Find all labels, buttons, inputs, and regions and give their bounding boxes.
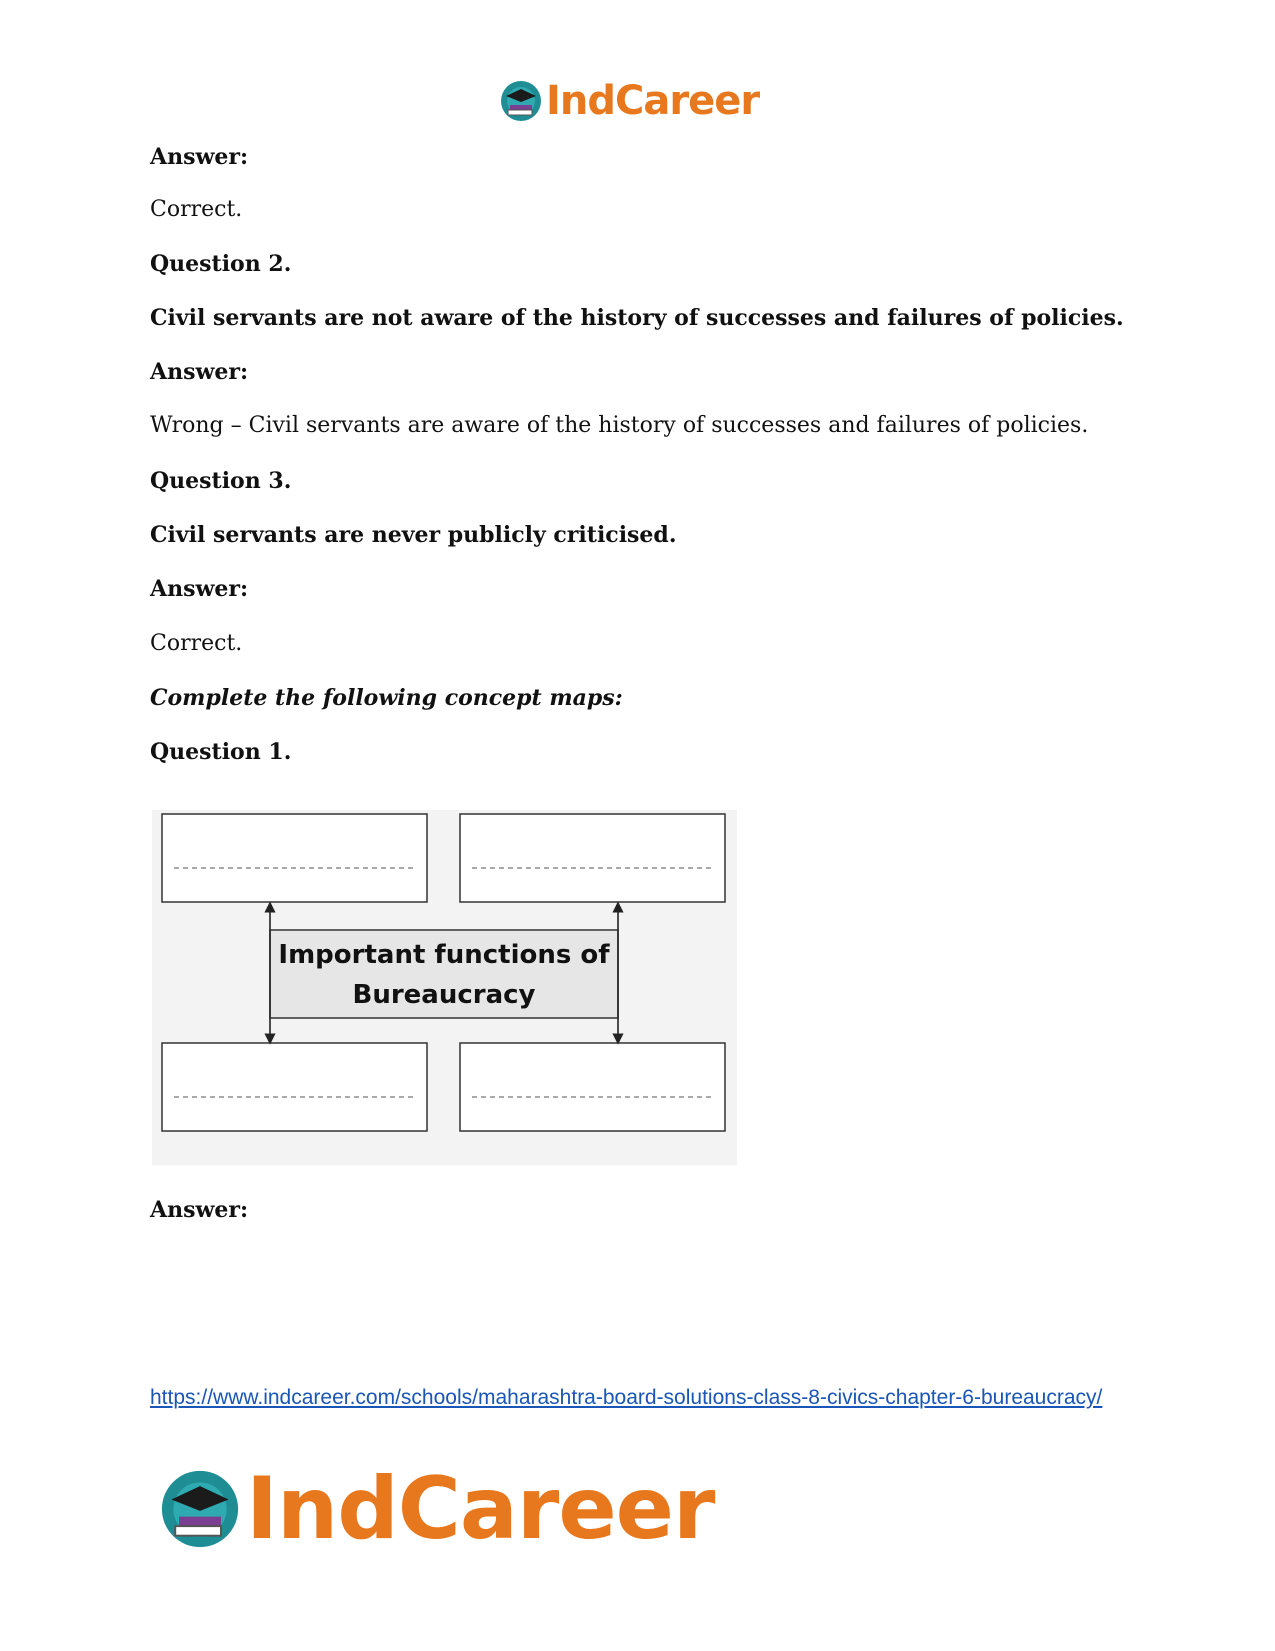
question-text: Civil servants are not aware of the history of successes and failures of policies. — [150, 305, 1124, 331]
answer-label: Answer: — [150, 359, 249, 385]
concept-map-diagram — [152, 810, 737, 1165]
concept-map-svg — [152, 810, 737, 1165]
blank-box-bottom-right — [460, 1043, 725, 1131]
header-logo — [500, 78, 759, 124]
question-label: Question 1. — [150, 739, 292, 765]
blank-box-top-left — [162, 814, 427, 902]
section-heading: Complete the following concept maps: — [150, 685, 623, 711]
center-box-line-2: Bureaucracy — [352, 980, 536, 1010]
footer-logo-text: IndCareer — [246, 1459, 715, 1559]
header-logo-text: IndCareer — [546, 78, 760, 124]
answer-label: Answer: — [150, 144, 249, 170]
answer-label: Answer: — [150, 1197, 249, 1223]
answer-label: Answer: — [150, 576, 249, 602]
center-box-line-1: Important functions of — [278, 940, 610, 970]
answer-text: Correct. — [150, 197, 243, 222]
footer-logo — [160, 1459, 715, 1559]
answer-text: Correct. — [150, 631, 243, 656]
blank-box-top-right — [460, 814, 725, 902]
source-url-link[interactable]: https://www.indcareer.com/schools/maharashtra-board-solutions-class-8-civics-chapter-6-bureaucracy/ — [150, 1386, 1103, 1409]
graduation-book-icon — [160, 1469, 240, 1549]
question-label: Question 3. — [150, 468, 292, 494]
blank-box-bottom-left — [162, 1043, 427, 1131]
question-label: Question 2. — [150, 251, 292, 277]
graduation-book-icon — [500, 80, 542, 122]
question-text: Civil servants are never publicly criticised. — [150, 522, 677, 548]
answer-text: Wrong – Civil servants are aware of the history of successes and failures of policies. — [150, 413, 1089, 438]
